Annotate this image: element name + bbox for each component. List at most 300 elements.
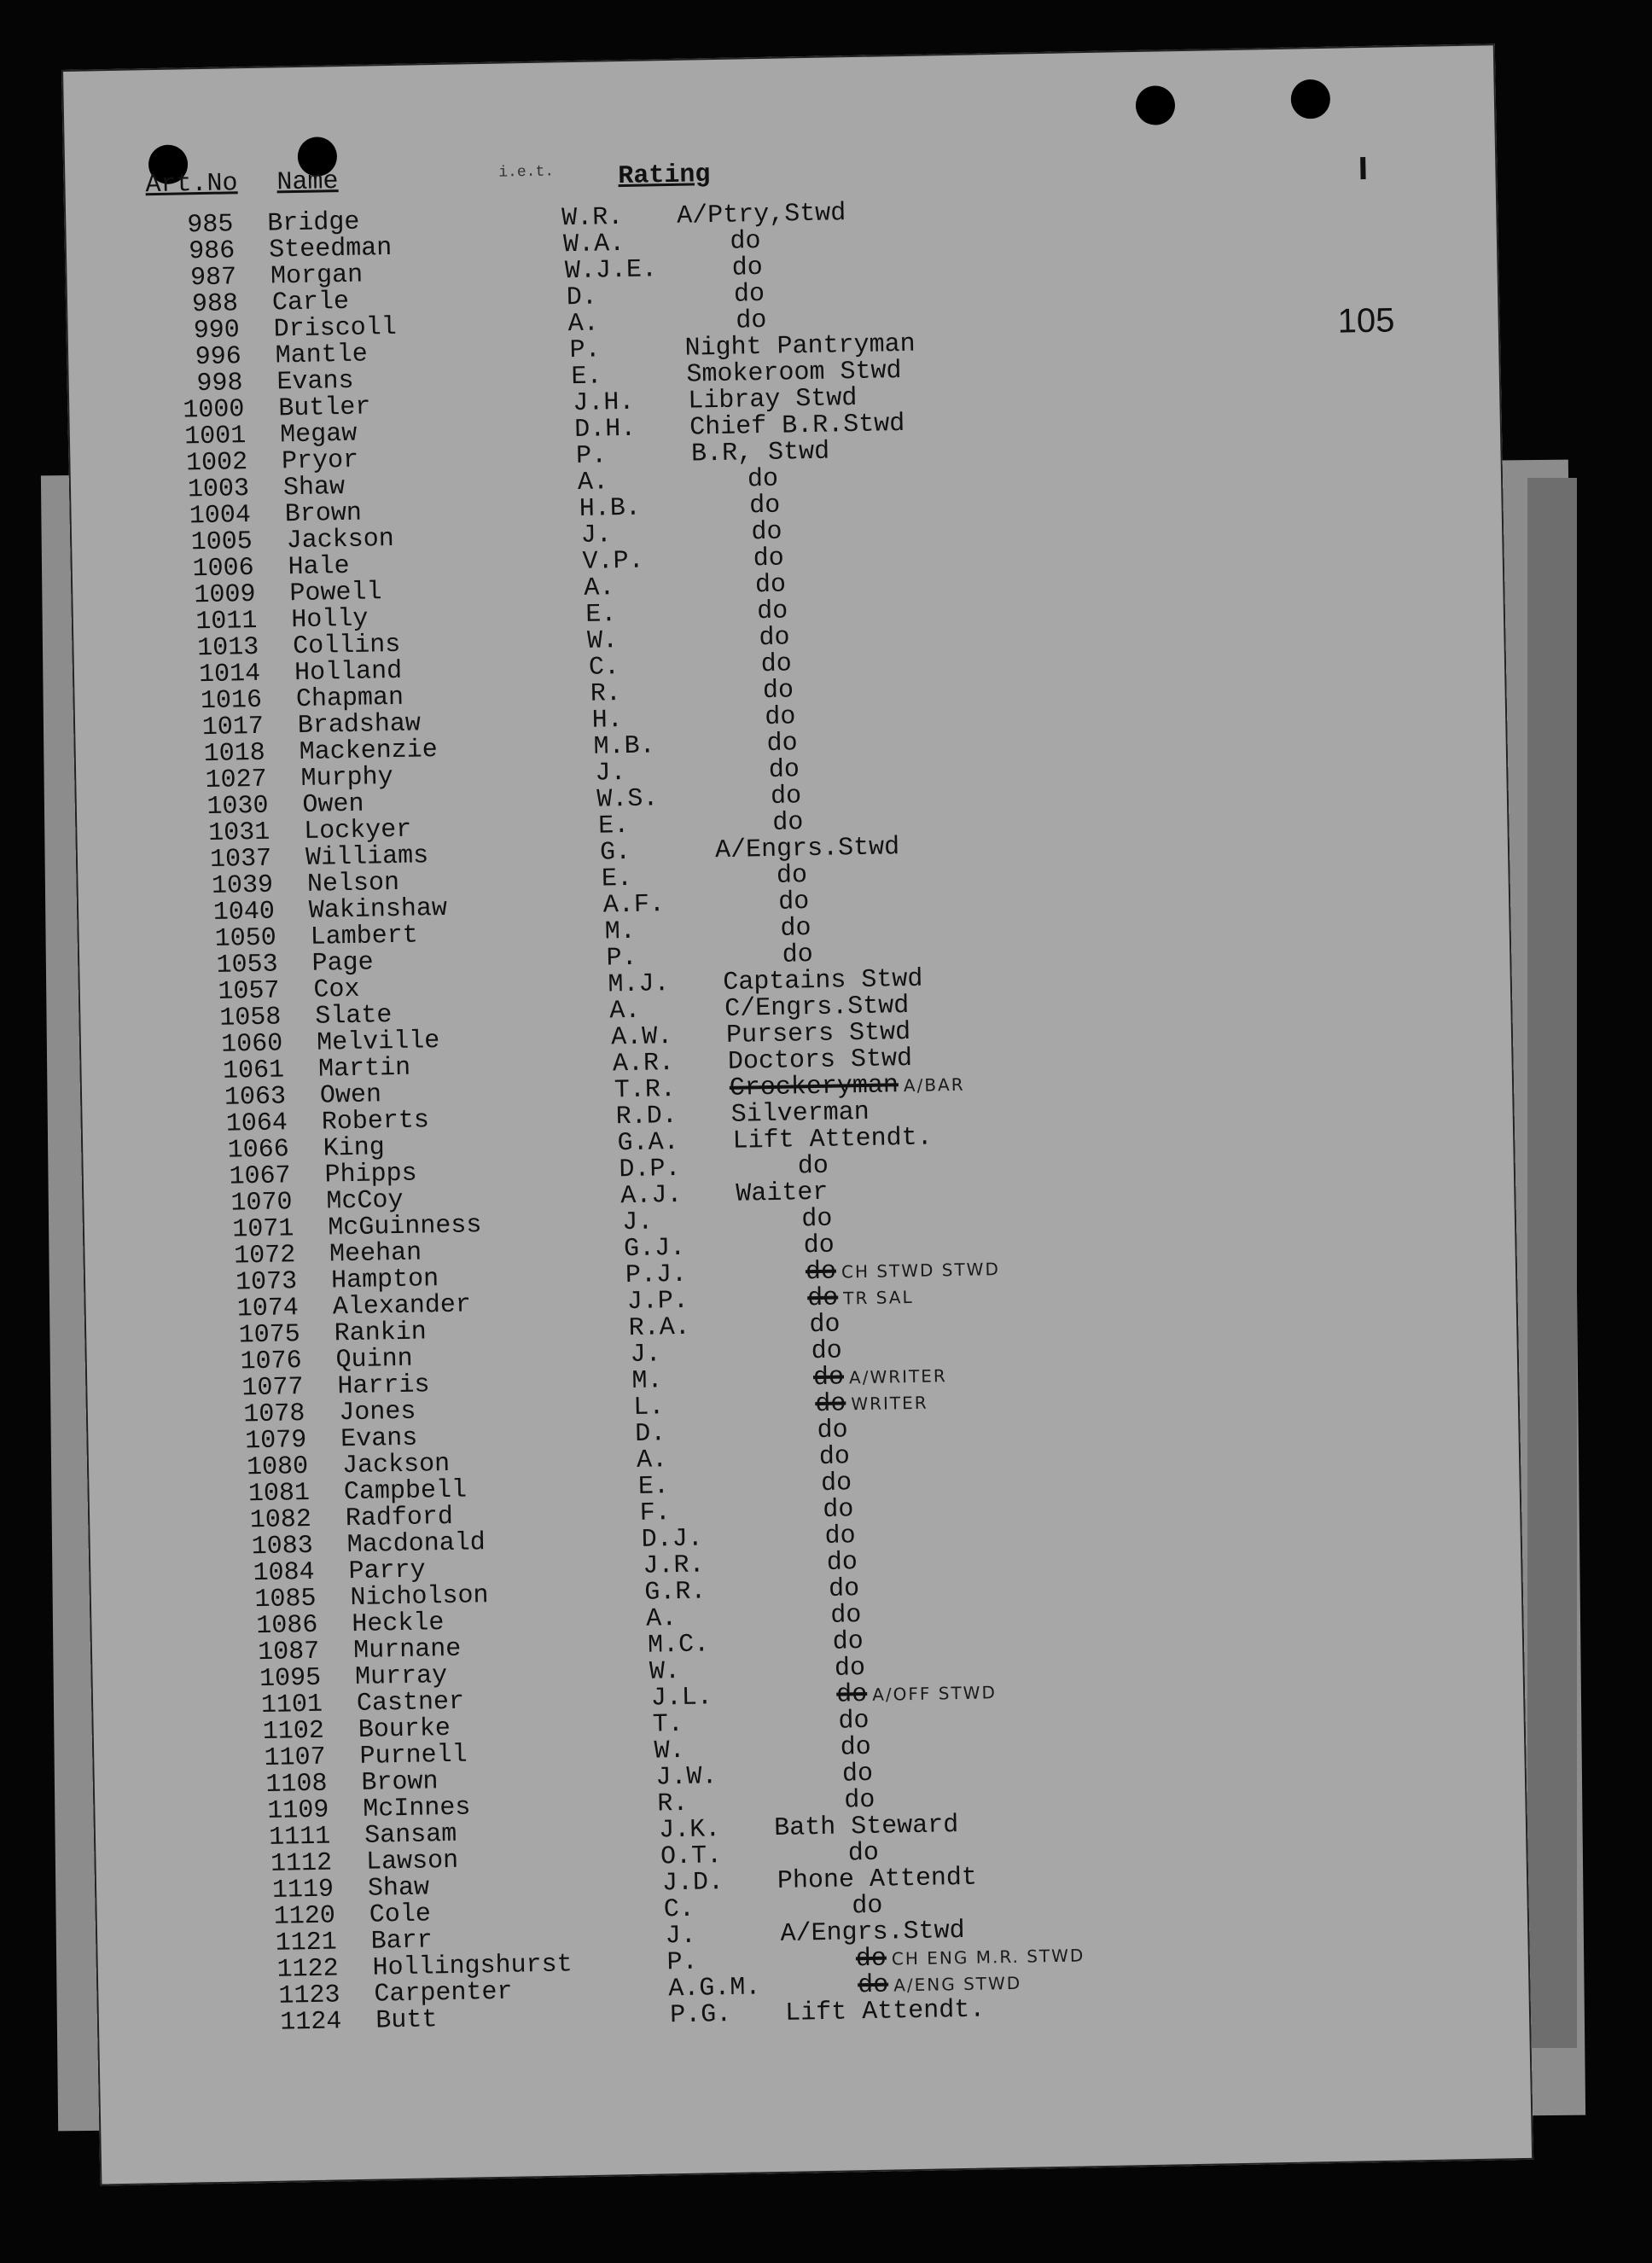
art-no-cell: 1002: [185, 448, 248, 479]
initials-cell: W.J.E.: [564, 255, 658, 287]
name-cell: Hampton: [330, 1265, 439, 1296]
name-cell: Driscoll: [273, 312, 398, 345]
rating-text: do: [852, 1891, 883, 1922]
header-art-no: Art.No: [145, 169, 238, 201]
initials-cell: P.: [606, 943, 637, 974]
initials-cell: A.: [636, 1446, 668, 1475]
rating-text: do: [753, 544, 785, 574]
rating-cell: [813, 1363, 947, 1392]
rating-cell: [856, 1942, 1085, 1973]
rating-cell: [780, 1918, 965, 1948]
art-no-cell: 1050: [214, 923, 277, 954]
art-no-cell: 1074: [236, 1294, 300, 1324]
name-cell: Collins: [292, 630, 401, 662]
art-no-cell: 1067: [229, 1161, 291, 1192]
art-no-cell: 1122: [276, 1954, 339, 1985]
rating-cell: [797, 1151, 829, 1182]
art-no-cell: 1102: [262, 1716, 325, 1748]
art-no-cell: 986: [188, 236, 236, 267]
initials-cell: J.: [595, 759, 626, 788]
name-cell: Murphy: [300, 763, 393, 794]
header-name: Name: [276, 167, 339, 198]
rating-text: Chief B.R.Stwd: [689, 409, 905, 443]
initials-cell: C.: [588, 653, 620, 683]
rating-text: do: [797, 1151, 829, 1182]
rating-cell: [763, 678, 794, 705]
art-no-cell: 1030: [206, 791, 269, 823]
rating-text: do: [817, 1416, 848, 1446]
initials-cell: L.: [633, 1393, 665, 1422]
initials-cell: R.A.: [628, 1312, 691, 1344]
initials-cell: A.: [577, 468, 609, 497]
initials-cell: J.K.: [658, 1815, 721, 1846]
rating-text: do: [823, 1495, 854, 1525]
rating-text: A/Engrs.Stwd: [714, 833, 900, 866]
name-cell: Brown: [361, 1767, 439, 1798]
art-no-cell: 1000: [183, 395, 245, 426]
name-cell: Powell: [289, 578, 382, 609]
art-no-cell: 1081: [247, 1478, 311, 1510]
rating-cell: [777, 1865, 978, 1895]
art-no-cell: 1006: [192, 553, 254, 585]
rating-cell: [761, 651, 793, 678]
underlying-sheet-edge: [1527, 478, 1577, 2048]
name-cell: Martin: [317, 1053, 411, 1085]
initials-cell: G.A.: [617, 1127, 679, 1159]
art-no-cell: 1066: [227, 1135, 290, 1166]
art-no-cell: 1031: [207, 817, 270, 848]
rating-text: A/Ptry,Stwd: [676, 199, 846, 231]
rating-cell: [844, 1785, 875, 1816]
name-cell: Owen: [302, 789, 364, 820]
rating-text: do: [736, 305, 767, 336]
rating-cell: [747, 464, 779, 495]
art-no-cell: 1027: [205, 765, 267, 796]
rating-text: Captains Stwd: [723, 964, 923, 998]
rating-text: Waiter: [736, 1178, 829, 1209]
rating-cell: [830, 1603, 862, 1630]
name-cell: Evans: [276, 366, 354, 398]
rating-text: do: [824, 1521, 856, 1551]
rating-text: Crockeryman: [729, 1071, 899, 1103]
rating-text: do: [814, 1389, 846, 1420]
rating-text: do: [841, 1759, 874, 1789]
rating-cell: [730, 229, 761, 256]
initials-cell: W.: [649, 1657, 681, 1687]
name-cell: Alexander: [332, 1290, 472, 1323]
initials-cell: D.H.: [573, 414, 637, 445]
initials-cell: D.P.: [619, 1154, 681, 1185]
name-cell: Rankin: [334, 1318, 428, 1349]
rating-cell: [733, 279, 765, 310]
rating-text: do: [855, 1944, 887, 1975]
rating-cell: [858, 1970, 1022, 2000]
name-cell: Mantle: [275, 340, 369, 371]
page-number: 105: [1337, 301, 1395, 340]
rating-cell: [838, 1708, 870, 1736]
rating-text: do: [777, 887, 810, 917]
rating-cell: [824, 1523, 856, 1550]
art-no-cell: 1009: [194, 579, 256, 611]
art-no-cell: 1064: [225, 1108, 288, 1139]
initials-cell: E.: [597, 811, 630, 841]
initials-cell: W.: [586, 626, 619, 656]
rating-cell: [836, 1679, 997, 1708]
name-cell: Evans: [340, 1423, 418, 1455]
punch-hole: [1290, 79, 1330, 119]
rating-text: do: [765, 702, 796, 733]
rating-cell: [778, 889, 810, 916]
art-no-cell: 1070: [230, 1188, 293, 1219]
art-no-cell: 1082: [249, 1504, 312, 1536]
name-cell: Murnane: [352, 1634, 462, 1667]
initials-cell: W.A.: [562, 229, 625, 260]
initials-cell: J.: [630, 1340, 661, 1370]
art-no-cell: 1072: [233, 1241, 296, 1271]
initials-cell: W.S.: [596, 784, 659, 815]
initials-cell: T.R.: [614, 1075, 677, 1106]
rating-text: do: [801, 1204, 833, 1235]
rating-cell: [736, 1180, 829, 1208]
name-cell: Melville: [316, 1027, 440, 1058]
art-no-cell: 1063: [224, 1082, 287, 1113]
name-cell: Nelson: [306, 868, 400, 899]
rating-cell: [691, 439, 830, 468]
rating-cell: [801, 1204, 833, 1235]
rating-text: do: [826, 1548, 858, 1578]
art-no-cell: 1080: [246, 1451, 309, 1483]
name-cell: Phipps: [324, 1159, 417, 1190]
art-no-cell: 1084: [253, 1557, 315, 1589]
name-cell: Jackson: [341, 1449, 451, 1481]
art-no-cell: 1120: [273, 1901, 336, 1932]
initials-cell: D.J.: [641, 1524, 703, 1555]
art-no-cell: 990: [193, 316, 241, 346]
name-cell: McCoy: [326, 1185, 404, 1217]
art-no-cell: 1119: [271, 1875, 334, 1905]
initials-cell: F.: [639, 1498, 672, 1528]
art-no-cell: 1083: [251, 1531, 314, 1562]
rating-cell: [689, 411, 905, 442]
rating-cell: [753, 546, 784, 573]
art-no-cell: 1123: [278, 1981, 340, 2011]
initials-cell: E.: [637, 1472, 670, 1502]
art-no-cell: 1039: [211, 870, 274, 901]
name-cell: Cole: [369, 1899, 432, 1930]
rating-cell: [777, 863, 808, 890]
name-cell: Holly: [291, 604, 369, 636]
initials-cell: J.: [621, 1207, 654, 1238]
name-cell: Steedman: [268, 233, 393, 265]
handwritten-note: CH ENG M.R. STWD: [891, 1945, 1085, 1969]
rating-text: Pursers Stwd: [725, 1017, 911, 1050]
art-no-cell: 987: [189, 263, 237, 294]
initials-cell: W.: [654, 1736, 685, 1766]
name-cell: Heckle: [352, 1609, 445, 1640]
rating-cell: [765, 704, 796, 731]
art-no-cell: 1109: [267, 1795, 329, 1826]
rating-cell: [756, 596, 788, 627]
rating-cell: [715, 835, 900, 864]
rating-cell: [823, 1497, 854, 1524]
name-cell: Owen: [319, 1080, 382, 1111]
rating-text: do: [768, 755, 800, 785]
rating-text: do: [830, 1601, 862, 1631]
rating-cell: [819, 1444, 851, 1471]
rating-cell: [784, 1995, 986, 2028]
rating-cell: [847, 1838, 880, 1869]
rating-text: do: [747, 464, 779, 495]
name-cell: McGuinness: [328, 1211, 482, 1243]
ink-mark: [1360, 157, 1365, 179]
name-cell: Macdonald: [346, 1528, 486, 1561]
art-no-cell: 1075: [238, 1320, 301, 1351]
rating-cell: [817, 1417, 848, 1445]
rating-text: A/Engrs.Stwd: [780, 1916, 966, 1949]
initials-cell: A.: [567, 309, 600, 340]
art-no-cell: 1005: [190, 526, 253, 558]
initials-cell: G.R.: [644, 1577, 707, 1608]
name-cell: Campbell: [343, 1475, 468, 1508]
name-cell: Lockyer: [303, 815, 412, 846]
name-cell: Morgan: [270, 260, 364, 292]
name-cell: Butler: [278, 393, 371, 424]
name-cell: Barr: [370, 1926, 433, 1957]
art-no-cell: 1077: [241, 1373, 304, 1404]
art-no-cell: 1040: [212, 897, 276, 928]
name-cell: Castner: [356, 1687, 465, 1719]
rating-cell: [829, 1576, 860, 1603]
art-no-cell: 1087: [257, 1637, 320, 1668]
rating-text: Doctors Stwd: [727, 1044, 913, 1077]
initials-cell: H.: [591, 706, 624, 736]
punch-hole: [1136, 85, 1176, 125]
rating-text: do: [759, 623, 790, 654]
initials-cell: P.: [569, 335, 601, 366]
initials-cell: J.: [665, 1921, 697, 1952]
art-no-cell: 1076: [240, 1347, 302, 1377]
crew-list: [139, 191, 1410, 2039]
art-no-cell: 1057: [218, 976, 280, 1007]
name-cell: Bridge: [267, 207, 360, 239]
art-no-cell: 1013: [196, 632, 259, 664]
rating-text: do: [754, 570, 787, 601]
rating-text: do: [733, 279, 765, 310]
art-no-cell: 1017: [201, 712, 265, 743]
art-no-cell: 1004: [189, 501, 252, 532]
rating-text: do: [840, 1732, 872, 1763]
name-cell: Brown: [284, 498, 363, 530]
initials-cell: P.G.: [669, 1999, 732, 2031]
rating-text: do: [780, 914, 811, 944]
initials-cell: W.R.: [561, 202, 624, 234]
name-cell: Harris: [337, 1370, 430, 1402]
handwritten-note: A/ENG STWD: [893, 1972, 1022, 1996]
rating-cell: [780, 916, 811, 943]
art-no-cell: 1121: [275, 1928, 338, 1958]
rating-text: Bath Steward: [773, 1811, 959, 1844]
name-cell: Megaw: [279, 419, 358, 451]
rating-cell: [782, 942, 813, 969]
art-no-cell: 1037: [209, 844, 272, 875]
name-cell: Jackson: [286, 524, 395, 556]
header-smudge: i.e.t.: [498, 163, 555, 182]
rating-text: B.R, Stwd: [690, 437, 830, 469]
initials-cell: M.: [631, 1366, 663, 1397]
art-no-cell: 985: [187, 210, 234, 241]
initials-cell: J.W.: [655, 1762, 718, 1793]
initials-cell: A.J.: [620, 1180, 683, 1212]
name-cell: Cox: [313, 974, 360, 1005]
name-cell: Shaw: [282, 473, 346, 503]
art-no-cell: 1053: [216, 950, 278, 980]
rating-cell: [842, 1761, 874, 1789]
rating-text: Night Pantryman: [684, 329, 916, 364]
rating-text: Silverman: [730, 1097, 870, 1130]
rating-cell: [811, 1338, 842, 1365]
rating-text: do: [844, 1785, 875, 1816]
initials-cell: D.: [566, 282, 598, 313]
rating-text: Libray Stwd: [688, 383, 858, 416]
initials-cell: J.L.: [650, 1683, 713, 1713]
art-no-cell: 1079: [244, 1426, 307, 1457]
art-no-cell: 1058: [219, 1003, 282, 1033]
art-no-cell: 1060: [220, 1029, 283, 1060]
header-rating: Rating: [618, 160, 711, 192]
initials-cell: R.: [657, 1789, 689, 1819]
rating-text: do: [803, 1230, 835, 1261]
rating-cell: [827, 1550, 858, 1577]
name-cell: Carle: [271, 287, 350, 318]
name-cell: Wakinshaw: [308, 893, 448, 926]
initials-cell: P.: [575, 441, 608, 472]
rating-cell: [815, 1390, 928, 1418]
rating-cell: [807, 1284, 914, 1312]
handwritten-note: A/WRITER: [848, 1365, 947, 1388]
rating-text: do: [832, 1627, 864, 1657]
rating-cell: [852, 1891, 883, 1922]
rating-text: do: [776, 861, 808, 891]
rating-cell: [821, 1470, 852, 1498]
art-no-cell: 1108: [265, 1769, 328, 1800]
initials-cell: E.: [601, 864, 633, 894]
rating-text: Lift Attendt.: [732, 1123, 933, 1156]
art-no-cell: 1124: [280, 2007, 342, 2038]
art-no-cell: 1101: [260, 1690, 323, 1721]
rating-cell: [774, 1812, 959, 1842]
initials-cell: M.J.: [608, 969, 670, 1000]
rating-cell: [754, 570, 787, 601]
name-cell: Purnell: [359, 1740, 468, 1771]
initials-cell: P.J.: [625, 1259, 688, 1291]
handwritten-note: WRITER: [851, 1392, 928, 1415]
name-cell: Shaw: [367, 1873, 430, 1904]
rating-text: do: [782, 940, 814, 970]
rating-cell: [803, 1230, 835, 1261]
rating-text: do: [766, 729, 798, 759]
art-no-cell: 1014: [198, 659, 261, 690]
rating-text: C/Engrs.Stwd: [724, 991, 910, 1024]
rating-cell: [677, 201, 846, 230]
initials-cell: J.D.: [661, 1868, 724, 1899]
art-no-cell: 1071: [232, 1214, 294, 1245]
initials-cell: J.: [580, 521, 613, 550]
rating-text: do: [751, 517, 782, 548]
name-cell: Sansam: [364, 1819, 457, 1851]
art-no-cell: 1111: [268, 1822, 331, 1853]
art-no-cell: 1011: [195, 606, 258, 637]
art-no-cell: 1018: [203, 738, 266, 770]
initials-cell: A.F.: [602, 890, 666, 921]
rating-text: do: [762, 676, 794, 707]
rating-cell: [732, 1123, 933, 1156]
art-no-cell: 1061: [222, 1056, 285, 1086]
art-no-cell: 1001: [183, 422, 247, 452]
art-no-cell: 998: [196, 369, 243, 399]
rating-cell: [686, 358, 902, 389]
rating-text: do: [770, 782, 802, 812]
rating-text: Phone Attendt: [777, 1863, 978, 1896]
rating-cell: [749, 493, 781, 521]
handwritten-note: A/BAR: [903, 1073, 965, 1097]
rating-cell: [736, 305, 767, 336]
rating-cell: [840, 1732, 872, 1763]
rating-text: Lift Attendt.: [784, 1995, 986, 2028]
initials-cell: C.: [663, 1894, 695, 1925]
art-no-cell: 1078: [243, 1399, 305, 1430]
rating-cell: [835, 1655, 866, 1683]
initials-cell: G.J.: [623, 1233, 686, 1265]
rating-cell: [751, 517, 782, 548]
rating-cell: [769, 757, 800, 784]
initials-cell: J.H.: [573, 387, 635, 419]
rating-text: do: [809, 1310, 841, 1341]
name-cell: Slate: [315, 1001, 393, 1032]
name-cell: Bradshaw: [297, 709, 422, 742]
initials-cell: M.B.: [593, 731, 655, 762]
rating-cell: [732, 255, 764, 282]
handwritten-note: A/OFF STWD: [872, 1682, 998, 1705]
name-cell: Carpenter: [374, 1977, 513, 2010]
rating-cell: [772, 810, 804, 837]
name-cell: Parry: [348, 1556, 426, 1587]
handwritten-note: TR SAL: [843, 1286, 914, 1309]
document-page: [61, 44, 1533, 2185]
name-cell: Butt: [375, 2005, 438, 2036]
initials-cell: M.C.: [647, 1630, 710, 1661]
rating-text: do: [756, 596, 788, 627]
name-cell: Mackenzie: [299, 736, 439, 768]
art-no-cell: 988: [191, 289, 239, 320]
initials-cell: P.: [666, 1947, 698, 1978]
name-cell: Radford: [345, 1502, 454, 1534]
rating-text: do: [834, 1654, 866, 1684]
initials-cell: J.R.: [643, 1550, 705, 1581]
initials-cell: D.: [634, 1419, 666, 1449]
name-cell: Holland: [294, 656, 403, 689]
name-cell: Roberts: [321, 1106, 430, 1137]
art-no-cell: 1095: [259, 1663, 322, 1695]
rating-text: do: [805, 1257, 837, 1288]
name-cell: Murray: [354, 1661, 448, 1693]
handwritten-note: CH STWD STWD: [841, 1259, 1001, 1283]
initials-cell: A.: [584, 573, 615, 603]
rating-text: do: [838, 1706, 870, 1737]
rating-text: Smokeroom Stwd: [686, 357, 902, 390]
rating-text: do: [857, 1970, 889, 2001]
initials-cell: V.P.: [582, 546, 644, 577]
art-no-cell: 1086: [256, 1610, 318, 1642]
